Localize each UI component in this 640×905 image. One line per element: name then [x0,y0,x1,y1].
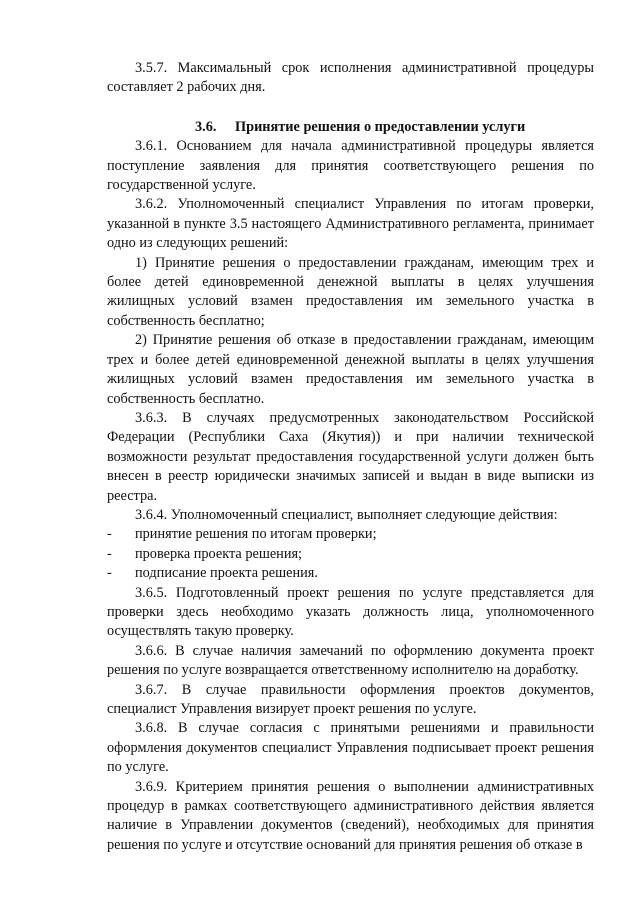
list-item [107,525,594,544]
decision-option-1: 1) Принятие решения о предоставлении гражданам, имеющим трех и более детей единовременной денежной выплаты в целях улучшения жилищных условий взамен предоставления им земельного участка в собственность бесплатно; [107,254,594,329]
list-item-text: подписание проекта решения. [135,565,318,582]
paragraph-3-6-9: 3.6.9. Критерием принятия решения о выполнении административных процедур в рамках соответствующего административного действия является наличие в Управлении документов (сведений), необходимых для принятия решения по услуге и отсутствие оснований для принятия решения об отказе в [107,778,594,853]
paragraph-3-6-7: 3.6.7. В случае правильности оформления проектов документов, специалист Управления визирует проект решения по услуге. [107,681,594,717]
section-heading-3-6 [107,118,594,137]
decision-option-2: 2) Принятие решения об отказе в предоставлении гражданам, имеющим трех и более детей единовременной денежной выплаты в целях улучшения жилищных условий взамен предоставления им земельного участка в собственность бесплатно. [107,332,594,407]
actions-list [107,525,594,583]
list-item [107,545,594,564]
list-dash: - [107,545,112,562]
section-heading-number: 3.6. [195,118,217,135]
list-dash: - [107,565,112,582]
paragraph-3-5-7: 3.5.7. Максимальный срок исполнения административной процедуры составляет 2 рабочих дня. [107,60,594,96]
paragraph-3-6-8: 3.6.8. В случае согласия с принятыми решениями и правильности оформления документов специалист Управления подписывает проект решения по услуге. [107,720,594,776]
list-item [107,564,594,583]
section-heading-title: Принятие решения о предоставлении услуги [235,118,526,135]
paragraph-3-6-1: 3.6.1. Основанием для начала административной процедуры является поступление заявления для принятия соответствующего решения по государственной услуге. [107,138,594,194]
list-dash: - [107,526,112,543]
paragraph-3-6-4: 3.6.4. Уполномоченный специалист, выполняет следующие действия: [135,506,558,523]
paragraph-3-6-2: 3.6.2. Уполномоченный специалист Управления по итогам проверки, указанной в пункте 3.5 настоящего Административного регламента, принимает одно из следующих решений: [107,196,594,252]
paragraph-3-6-3: 3.6.3. В случаях предусмотренных законодательством Российской Федерации (Республики Саха (Якутия)) и при наличии технической возможности результат предоставления государственной услуги должен быть внесен в реестр юридически значимых записей и выдан в виде выписки из реестра. [107,409,594,504]
list-item-text: проверка проекта решения; [135,545,303,562]
list-item-text: принятие решения по итогам проверки; [135,526,377,543]
document-page [107,59,594,855]
paragraph-3-6-5: 3.6.5. Подготовленный проект решения по услуге представляется для проверки здесь необходимо указать должность лица, уполномоченного осуществлять такую проверку. [107,584,594,640]
paragraph-3-6-6: 3.6.6. В случае наличия замечаний по оформлению документа проект решения по услуге возвращается ответственному исполнителю на доработку. [107,642,594,679]
